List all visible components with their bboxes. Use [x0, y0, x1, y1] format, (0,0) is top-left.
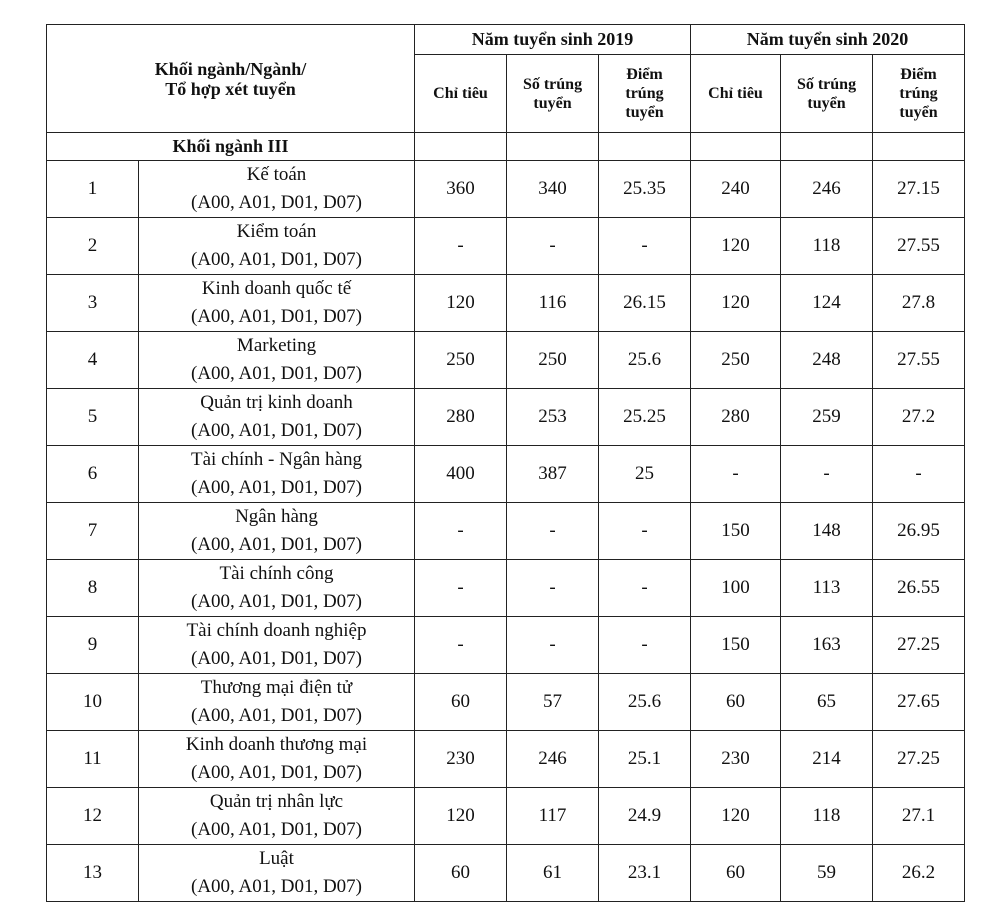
cutoff-score-2019: 25.35: [599, 161, 691, 218]
group-empty-cell: [415, 133, 507, 161]
admitted-2020: 65: [781, 674, 873, 731]
major-cell: [139, 161, 415, 218]
subheader-text: tuyển: [625, 104, 664, 121]
quota-2020: 280: [691, 389, 781, 446]
table-row: [47, 560, 965, 617]
admitted-2020: -: [781, 446, 873, 503]
subheader-text: tuyển: [899, 104, 938, 121]
subheader-text: trúng: [625, 85, 664, 102]
quota-2020: 120: [691, 275, 781, 332]
cutoff-score-2019: 25.1: [599, 731, 691, 788]
cutoff-score-2020: 27.55: [873, 332, 965, 389]
cutoff-score-2019: 25: [599, 446, 691, 503]
table-row: [47, 446, 965, 503]
major-cell: [139, 332, 415, 389]
admitted-2019: 61: [507, 845, 599, 902]
table-row: [47, 845, 965, 902]
cutoff-score-2019: -: [599, 218, 691, 275]
admitted-2019: 253: [507, 389, 599, 446]
table-row: [47, 788, 965, 845]
cutoff-score-2020: 27.25: [873, 731, 965, 788]
cutoff-score-2019: -: [599, 617, 691, 674]
table-row: [47, 275, 965, 332]
subheader-text: tuyển: [807, 94, 846, 112]
subheader-text: trúng: [899, 85, 938, 102]
table-row: [47, 389, 965, 446]
admitted-2019: -: [507, 503, 599, 560]
major-cell: [139, 389, 415, 446]
quota-2019: 400: [415, 446, 507, 503]
quota-2019: 230: [415, 731, 507, 788]
major-cell: [139, 503, 415, 560]
subject-combinations: (A00, A01, D01, D07): [191, 705, 362, 726]
quota-2020: 120: [691, 788, 781, 845]
table-row: [47, 161, 965, 218]
quota-2019: 250: [415, 332, 507, 389]
major-header-line2: Tổ hợp xét tuyển: [165, 78, 296, 99]
major-name: Marketing: [236, 335, 317, 356]
major-name: Tài chính - Ngân hàng: [191, 449, 362, 470]
subheader-text: Chỉ tiêu: [433, 85, 488, 102]
subject-combinations: (A00, A01, D01, D07): [191, 420, 362, 441]
row-number: 3: [47, 275, 139, 332]
admitted-2019: -: [507, 218, 599, 275]
major-name: Thương mại điện tử: [200, 677, 353, 698]
table-row: [47, 332, 965, 389]
quota-2020: 150: [691, 617, 781, 674]
major-name: Quản trị kinh doanh: [200, 392, 353, 413]
row-number: 2: [47, 218, 139, 275]
group-empty-cell: [781, 133, 873, 161]
cutoff-score-2019: 25.6: [599, 674, 691, 731]
major-name: Tài chính công: [219, 563, 334, 584]
quota-2020: 230: [691, 731, 781, 788]
major-cell: [139, 446, 415, 503]
row-number: 12: [47, 788, 139, 845]
major-cell: [139, 788, 415, 845]
major-name: Kinh doanh thương mại: [185, 734, 368, 755]
major-header: [47, 25, 415, 133]
table-row: [47, 218, 965, 275]
subject-combinations: (A00, A01, D01, D07): [191, 249, 362, 270]
row-number: 10: [47, 674, 139, 731]
major-cell: [139, 674, 415, 731]
admitted-2020: 246: [781, 161, 873, 218]
major-name: Kế toán: [246, 164, 307, 185]
quota-2019: -: [415, 503, 507, 560]
major-cell: [139, 275, 415, 332]
subject-combinations: (A00, A01, D01, D07): [191, 591, 362, 612]
quota-2019: -: [415, 560, 507, 617]
admitted-2019: 117: [507, 788, 599, 845]
subheader-2019-1: [507, 55, 599, 133]
major-name: Tài chính doanh nghiệp: [186, 620, 367, 641]
admitted-2020: 124: [781, 275, 873, 332]
major-cell: [139, 845, 415, 902]
major-name: Ngân hàng: [235, 506, 318, 527]
major-name: Kiểm toán: [236, 221, 317, 242]
major-header-line1: Khối ngành/Ngành/: [154, 58, 307, 79]
subject-combinations: (A00, A01, D01, D07): [191, 363, 362, 384]
admitted-2019: -: [507, 560, 599, 617]
cutoff-score-2020: 27.2: [873, 389, 965, 446]
cutoff-score-2019: -: [599, 503, 691, 560]
cutoff-score-2020: 26.95: [873, 503, 965, 560]
major-cell: [139, 731, 415, 788]
subheader-text: Điểm: [900, 66, 937, 83]
group-label: Khối ngành III: [47, 133, 415, 161]
quota-2019: 60: [415, 845, 507, 902]
row-number: 7: [47, 503, 139, 560]
major-cell: [139, 617, 415, 674]
table-row: [47, 617, 965, 674]
subject-combinations: (A00, A01, D01, D07): [191, 306, 362, 327]
major-name: Quản trị nhân lực: [209, 791, 344, 812]
subject-combinations: (A00, A01, D01, D07): [191, 876, 362, 897]
row-number: 5: [47, 389, 139, 446]
quota-2020: 120: [691, 218, 781, 275]
admitted-2020: 59: [781, 845, 873, 902]
table-row: [47, 674, 965, 731]
quota-2019: 120: [415, 788, 507, 845]
admitted-2020: 118: [781, 788, 873, 845]
subject-combinations: (A00, A01, D01, D07): [191, 192, 362, 213]
quota-2019: 360: [415, 161, 507, 218]
table-row: [47, 731, 965, 788]
subheader-2020-2: [873, 55, 965, 133]
major-name: Kinh doanh quốc tế: [201, 278, 352, 299]
admitted-2019: 387: [507, 446, 599, 503]
cutoff-score-2020: 26.55: [873, 560, 965, 617]
subheader-2019-0: [415, 55, 507, 133]
admitted-2019: 340: [507, 161, 599, 218]
subject-combinations: (A00, A01, D01, D07): [191, 477, 362, 498]
quota-2019: 120: [415, 275, 507, 332]
cutoff-score-2020: 27.65: [873, 674, 965, 731]
subheader-2020-0: [691, 55, 781, 133]
table-row: [47, 503, 965, 560]
quota-2020: 240: [691, 161, 781, 218]
admitted-2020: 163: [781, 617, 873, 674]
subheader-2019-2: [599, 55, 691, 133]
subheader-text: Chỉ tiêu: [708, 85, 763, 102]
quota-2019: 280: [415, 389, 507, 446]
major-cell: [139, 218, 415, 275]
group-empty-cell: [691, 133, 781, 161]
subheader-2020-1: [781, 55, 873, 133]
subheader-text: Số trúng: [522, 75, 583, 93]
major-cell: [139, 560, 415, 617]
cutoff-score-2020: 27.8: [873, 275, 965, 332]
admitted-2020: 214: [781, 731, 873, 788]
group-empty-cell: [599, 133, 691, 161]
quota-2019: -: [415, 617, 507, 674]
quota-2020: 150: [691, 503, 781, 560]
quota-2020: 60: [691, 674, 781, 731]
cutoff-score-2020: 27.1: [873, 788, 965, 845]
subheader-text: Số trúng: [796, 75, 857, 93]
cutoff-score-2020: 27.55: [873, 218, 965, 275]
row-number: 1: [47, 161, 139, 218]
admitted-2020: 248: [781, 332, 873, 389]
admitted-2020: 259: [781, 389, 873, 446]
row-number: 9: [47, 617, 139, 674]
admitted-2020: 118: [781, 218, 873, 275]
admitted-2019: 57: [507, 674, 599, 731]
cutoff-score-2020: 26.2: [873, 845, 965, 902]
subheader-text: Điểm: [626, 66, 663, 83]
cutoff-score-2019: 26.15: [599, 275, 691, 332]
row-number: 11: [47, 731, 139, 788]
year-2019-header: Năm tuyển sinh 2019: [415, 25, 691, 55]
row-number: 8: [47, 560, 139, 617]
quota-2019: 60: [415, 674, 507, 731]
quota-2019: -: [415, 218, 507, 275]
cutoff-score-2019: 24.9: [599, 788, 691, 845]
admitted-2019: 246: [507, 731, 599, 788]
quota-2020: -: [691, 446, 781, 503]
year-2020-header: Năm tuyển sinh 2020: [691, 25, 965, 55]
admission-table: [46, 24, 965, 902]
major-name: Luật: [259, 848, 294, 869]
cutoff-score-2019: 25.6: [599, 332, 691, 389]
row-number: 4: [47, 332, 139, 389]
quota-2020: 60: [691, 845, 781, 902]
admitted-2019: 116: [507, 275, 599, 332]
cutoff-score-2020: 27.15: [873, 161, 965, 218]
admitted-2019: -: [507, 617, 599, 674]
cutoff-score-2020: 27.25: [873, 617, 965, 674]
quota-2020: 250: [691, 332, 781, 389]
cutoff-score-2019: -: [599, 560, 691, 617]
admitted-2020: 148: [781, 503, 873, 560]
subject-combinations: (A00, A01, D01, D07): [191, 819, 362, 840]
subheader-text: tuyển: [533, 94, 572, 112]
cutoff-score-2020: -: [873, 446, 965, 503]
group-empty-cell: [507, 133, 599, 161]
admitted-2019: 250: [507, 332, 599, 389]
cutoff-score-2019: 25.25: [599, 389, 691, 446]
quota-2020: 100: [691, 560, 781, 617]
subject-combinations: (A00, A01, D01, D07): [191, 534, 362, 555]
row-number: 13: [47, 845, 139, 902]
cutoff-score-2019: 23.1: [599, 845, 691, 902]
admitted-2020: 113: [781, 560, 873, 617]
row-number: 6: [47, 446, 139, 503]
subject-combinations: (A00, A01, D01, D07): [191, 648, 362, 669]
subject-combinations: (A00, A01, D01, D07): [191, 762, 362, 783]
group-empty-cell: [873, 133, 965, 161]
